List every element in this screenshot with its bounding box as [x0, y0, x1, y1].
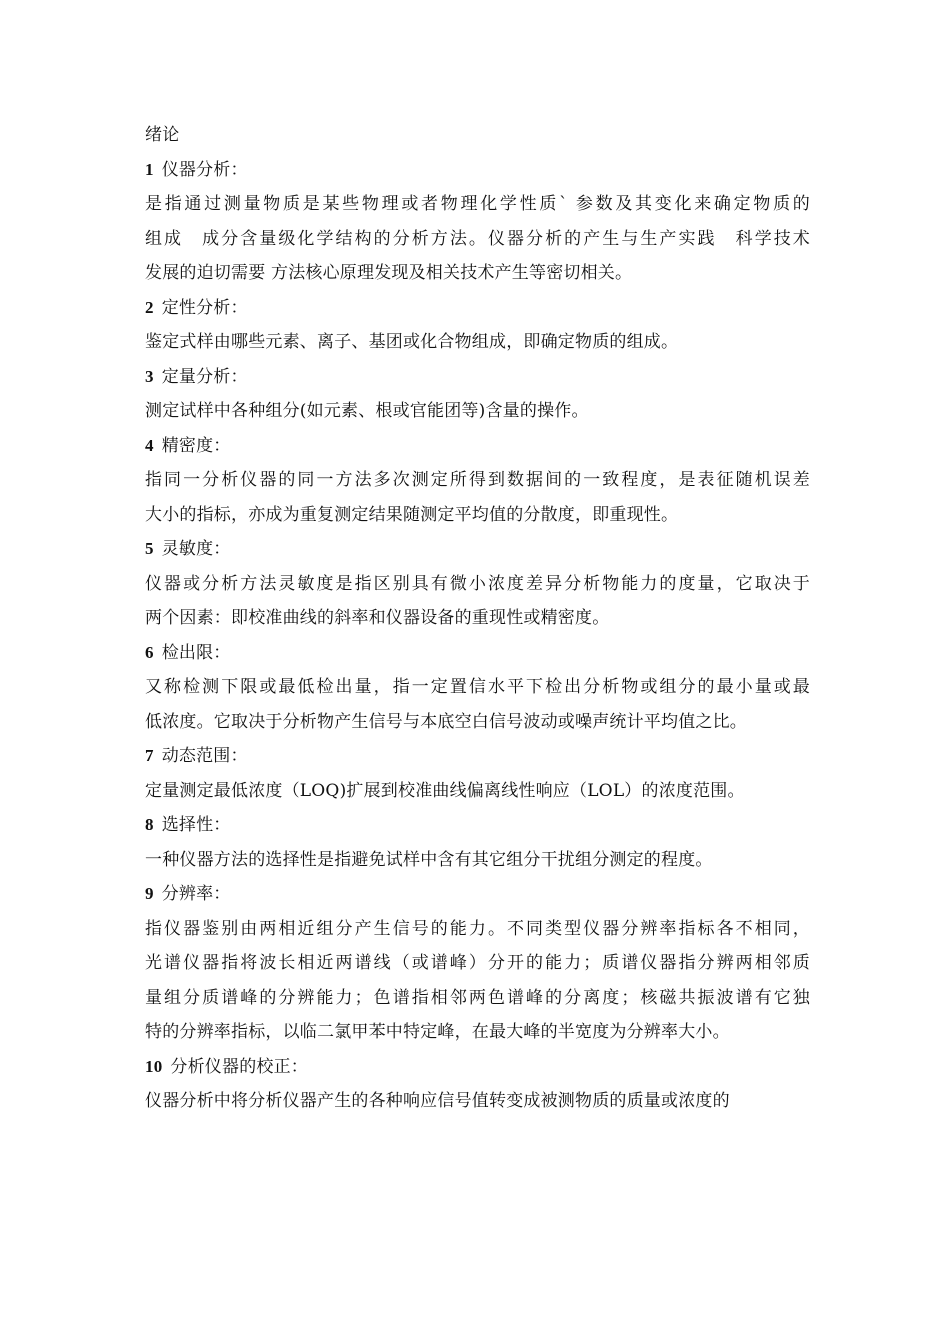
- paragraph-line: 是指通过测量物质是某些物理或者物理化学性质` 参数及其变化来确定物质的: [145, 194, 810, 214]
- section-heading: [145, 808, 810, 843]
- paragraph-line: 低浓度。它取决于分析物产生信号与本底空白信号波动或噪声统计平均值之比。: [145, 711, 747, 732]
- section-heading: [145, 877, 810, 912]
- section-heading-text: 精密度：: [161, 435, 231, 456]
- section-heading-text: 定量分析：: [161, 366, 248, 387]
- section-number: 3: [145, 366, 154, 386]
- paragraph-line: 仪器分析中将分析仪器产生的各种响应信号值转变成被测物质的质量或浓度的: [145, 1091, 730, 1111]
- paragraph-line: 指同一分析仪器的同一方法多次测定所得到数据间的一致程度，是表征随机误差: [145, 470, 810, 490]
- paragraph-line: 定量测定最低浓度（LOQ)扩展到校准曲线偏离线性响应（LOL）的浓度范围。: [145, 780, 745, 801]
- section-heading-text: 检出限：: [161, 642, 231, 663]
- section-number: 10: [145, 1056, 163, 1076]
- paragraph-line: 鉴定式样由哪些元素、离子、基团或化合物组成，即确定物质的组成。: [145, 332, 679, 352]
- section-heading: [145, 291, 810, 326]
- paragraph-line: 两个因素：即校准曲线的斜率和仪器设备的重现性或精密度。: [145, 608, 610, 628]
- paragraph-line: 特的分辨率指标，以临二氯甲苯中特定峰，在最大峰的半宽度为分辨率大小。: [145, 1022, 730, 1042]
- section-heading: [145, 739, 810, 774]
- paragraph-line: 仪器或分析方法灵敏度是指区别具有微小浓度差异分析物能力的度量，它取决于: [145, 573, 810, 594]
- document-page: [145, 118, 810, 1119]
- paragraph-line: 组成 成分含量级化学结构的分析方法。仪器分析的产生与生产实践 科学技术: [145, 228, 810, 249]
- document-title: 绪论: [145, 125, 180, 145]
- paragraph-line: 量组分质谱峰的分辨能力；色谱指相邻两色谱峰的分离度；核磁共振波谱有它独: [145, 987, 810, 1008]
- paragraph-line: 指仪器鉴别由两相近组分产生信号的能力。不同类型仪器分辨率指标各不相同，: [145, 918, 810, 939]
- section-number: 1: [145, 159, 154, 179]
- paragraph-line: 光谱仪器指将波长相近两谱线（或谱峰）分开的能力；质谱仪器指分辨两相邻质: [145, 953, 810, 973]
- sections-container: [145, 153, 810, 1119]
- section-heading-text: 定性分析：: [161, 297, 248, 318]
- section-number: 6: [145, 642, 154, 662]
- section-heading-text: 仪器分析：: [161, 159, 248, 180]
- section-heading-text: 分辨率：: [161, 884, 231, 904]
- section-heading: [145, 532, 810, 567]
- paragraph-line: 发展的迫切需要 方法核心原理发现及相关技术产生等密切相关。: [145, 263, 633, 283]
- paragraph-line: 测定试样中各种组分(如元素、根或官能团等)含量的操作。: [145, 401, 589, 421]
- section-number: 4: [145, 435, 154, 455]
- section-heading: [145, 429, 810, 464]
- paragraph-line: 大小的指标，亦成为重复测定结果随测定平均值的分散度，即重现性。: [145, 504, 679, 525]
- section-heading: [145, 360, 810, 395]
- section-number: 9: [145, 884, 154, 903]
- section-heading-text: 分析仪器的校正：: [170, 1056, 309, 1077]
- section-heading: [145, 636, 810, 671]
- section-number: 5: [145, 539, 154, 558]
- paragraph-line: 一种仪器方法的选择性是指避免试样中含有其它组分干扰组分测定的程度。: [145, 849, 713, 870]
- section-number: 7: [145, 746, 154, 765]
- paragraph-line: 又称检测下限或最低检出量，指一定置信水平下检出分析物或组分的最小量或最: [145, 677, 810, 697]
- section-heading: [145, 1050, 810, 1085]
- section-heading-text: 动态范围：: [161, 746, 248, 766]
- section-heading-text: 选择性：: [161, 815, 231, 835]
- section-number: 8: [145, 815, 154, 834]
- section-heading: [145, 153, 810, 188]
- section-number: 2: [145, 297, 154, 317]
- section-heading-text: 灵敏度：: [161, 539, 231, 559]
